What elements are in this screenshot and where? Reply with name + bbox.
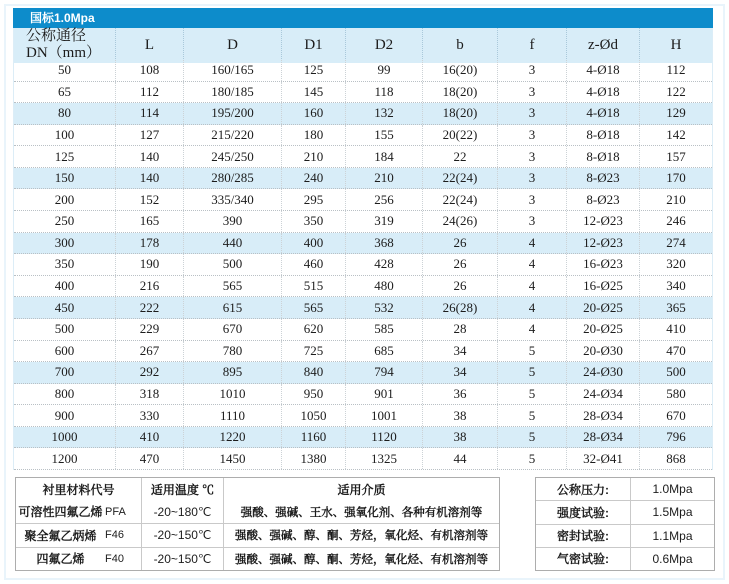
table-cell: 20-Ø25: [566, 319, 639, 340]
table-cell: 8-Ø18: [566, 146, 639, 167]
table-cell: 274: [639, 233, 712, 254]
table-cell: 157: [639, 146, 712, 167]
table-cell: 210: [281, 146, 345, 167]
table-row: [14, 341, 712, 363]
table-cell: 195/200: [183, 103, 281, 124]
table-cell: 585: [345, 319, 422, 340]
table-cell: 532: [345, 297, 422, 318]
material-name-cell: [16, 501, 141, 524]
pressure-test-row: [536, 500, 714, 523]
table-cell: 300: [54, 234, 75, 250]
table-cell: 840: [281, 362, 345, 383]
table-cell: 184: [345, 146, 422, 167]
table-cell: 3: [497, 103, 566, 124]
table-cell: 4-Ø18: [566, 60, 639, 81]
table-cell: 780: [183, 341, 281, 362]
table-cell: 24-Ø30: [566, 362, 639, 383]
table-cell: 20(22): [422, 125, 497, 146]
table-cell: 580: [639, 384, 712, 405]
table-cell: 140: [115, 168, 183, 189]
column-header: H: [639, 28, 712, 63]
table-cell: 670: [639, 405, 712, 426]
material-code: F46: [105, 529, 124, 542]
table-row: [14, 362, 712, 384]
table-cell: 280/285: [183, 168, 281, 189]
table-cell: 28-Ø34: [566, 405, 639, 426]
table-cell: 340: [639, 276, 712, 297]
table-cell: 150: [54, 170, 75, 186]
table-cell: 26(28): [422, 297, 497, 318]
pressure-test-table: [535, 477, 715, 571]
table-cell: 200: [54, 191, 75, 207]
table-row: [14, 319, 712, 341]
table-cell: 165: [115, 211, 183, 232]
table-row: [14, 276, 712, 298]
table-cell: 565: [183, 276, 281, 297]
material-name: 四氟乙烯: [36, 552, 85, 567]
table-cell: 20-Ø25: [566, 297, 639, 318]
table-cell: 600: [54, 342, 75, 358]
table-row: [14, 297, 712, 319]
table-cell: 1001: [345, 405, 422, 426]
table-cell: 160: [281, 103, 345, 124]
table-cell: 118: [345, 82, 422, 103]
table-cell: 80: [58, 105, 71, 121]
table-cell: 26: [422, 276, 497, 297]
table-cell: 4: [497, 233, 566, 254]
table-cell: 18(20): [422, 103, 497, 124]
table-cell: 368: [345, 233, 422, 254]
table-cell: 3: [497, 146, 566, 167]
material-name-cell: [16, 548, 141, 571]
table-cell: 800: [54, 385, 75, 401]
table-cell: 246: [639, 211, 712, 232]
table-cell: 794: [345, 362, 422, 383]
table-cell: 3: [497, 82, 566, 103]
table-cell: 900: [54, 407, 75, 423]
table-cell: 410: [639, 319, 712, 340]
table-cell: 500: [183, 254, 281, 275]
table-cell: 400: [281, 233, 345, 254]
table-cell: 215/220: [183, 125, 281, 146]
table-cell: 901: [345, 384, 422, 405]
table-cell: 28: [422, 319, 497, 340]
table-cell: 229: [115, 319, 183, 340]
pressure-test-value: 1.0Mpa: [630, 478, 714, 500]
table-row: [14, 189, 712, 211]
table-cell: 145: [281, 82, 345, 103]
table-cell: 4-Ø18: [566, 82, 639, 103]
table-cell: 1380: [281, 448, 345, 469]
temperature-range-cell: -20~180℃: [141, 501, 223, 524]
table-cell: 112: [639, 60, 712, 81]
table-cell: 16-Ø23: [566, 254, 639, 275]
material-row: [16, 501, 499, 524]
table-cell: 5: [497, 384, 566, 405]
temperature-range-cell: -20~150℃: [141, 548, 223, 571]
table-cell: 796: [639, 427, 712, 448]
pressure-test-row: [536, 524, 714, 547]
table-cell: 18(20): [422, 82, 497, 103]
table-cell: 36: [422, 384, 497, 405]
table-cell: 26: [422, 233, 497, 254]
table-cell: 142: [639, 125, 712, 146]
banner-label: 国标1.0Mpa: [30, 11, 95, 25]
dn-header-line1: 公称通径: [26, 28, 87, 44]
table-cell: 16-Ø25: [566, 276, 639, 297]
table-cell: 1450: [183, 448, 281, 469]
table-cell: 22(24): [422, 168, 497, 189]
table-cell: 5: [497, 448, 566, 469]
table-cell: 240: [281, 168, 345, 189]
table-cell: 178: [115, 233, 183, 254]
table-cell: 108: [115, 60, 183, 81]
table-cell: 267: [115, 341, 183, 362]
table-cell: 5: [497, 341, 566, 362]
material-row: [16, 523, 499, 547]
table-cell: 515: [281, 276, 345, 297]
table-cell: 32-Ø41: [566, 448, 639, 469]
table-cell: 180/185: [183, 82, 281, 103]
table-cell: 16(20): [422, 60, 497, 81]
table-cell: 190: [115, 254, 183, 275]
table-cell: 500: [54, 321, 75, 337]
dimension-table-header-row: [14, 28, 712, 60]
dn-header-line2: DN（mm）: [26, 45, 102, 62]
pressure-test-row: [536, 478, 714, 500]
table-cell: 330: [115, 405, 183, 426]
table-row: [14, 168, 712, 190]
column-header: D: [183, 28, 281, 63]
table-cell: 620: [281, 319, 345, 340]
column-header: L: [115, 28, 183, 63]
table-cell: 895: [183, 362, 281, 383]
table-cell: 129: [639, 103, 712, 124]
table-cell: 1325: [345, 448, 422, 469]
pressure-test-label: 密封试验:: [557, 529, 609, 544]
table-row: [14, 427, 712, 449]
table-cell: 50: [58, 62, 71, 78]
column-header: f: [497, 28, 566, 63]
table-cell: 725: [281, 341, 345, 362]
pressure-test-row: [536, 547, 714, 570]
table-row: [14, 146, 712, 168]
table-cell: 320: [639, 254, 712, 275]
table-cell: 155: [345, 125, 422, 146]
pressure-test-label: 公称压力:: [557, 482, 609, 497]
table-cell: 12-Ø23: [566, 211, 639, 232]
table-cell: 335/340: [183, 189, 281, 210]
table-cell: 295: [281, 189, 345, 210]
table-cell: 3: [497, 189, 566, 210]
table-cell: 670: [183, 319, 281, 340]
table-cell: 3: [497, 60, 566, 81]
table-cell: 5: [497, 362, 566, 383]
table-cell: 350: [54, 256, 75, 272]
column-header: D1: [281, 28, 345, 63]
column-header-material-code: 衬里材料代号: [42, 482, 115, 497]
column-header: D2: [345, 28, 422, 63]
table-cell: 8-Ø18: [566, 125, 639, 146]
table-cell: 24-Ø34: [566, 384, 639, 405]
material-name: 可溶性四氟乙烯: [18, 505, 103, 520]
table-cell: 4: [497, 276, 566, 297]
table-cell: 480: [345, 276, 422, 297]
table-cell: 34: [422, 362, 497, 383]
table-row: [14, 233, 712, 255]
table-cell: 250: [54, 213, 75, 229]
table-cell: 245/250: [183, 146, 281, 167]
table-row: [14, 384, 712, 406]
column-header-dn: [14, 28, 115, 63]
column-header-temperature: 适用温度 ℃: [141, 478, 223, 501]
standard-pressure-banner: [13, 8, 713, 28]
table-cell: 34: [422, 341, 497, 362]
table-cell: 12-Ø23: [566, 233, 639, 254]
table-cell: 122: [639, 82, 712, 103]
material-code: PFA: [105, 505, 126, 518]
table-cell: 38: [422, 427, 497, 448]
table-cell: 4: [497, 254, 566, 275]
table-cell: 22: [422, 146, 497, 167]
dimension-table: [13, 28, 713, 470]
table-cell: 112: [115, 82, 183, 103]
table-cell: 28-Ø34: [566, 427, 639, 448]
table-cell: 500: [639, 362, 712, 383]
table-row: [14, 211, 712, 233]
table-row: [14, 103, 712, 125]
table-cell: 4-Ø18: [566, 103, 639, 124]
table-cell: 26: [422, 254, 497, 275]
table-cell: 1110: [183, 405, 281, 426]
table-cell: 210: [639, 189, 712, 210]
table-cell: 615: [183, 297, 281, 318]
table-row: [14, 82, 712, 104]
table-cell: 152: [115, 189, 183, 210]
table-cell: 565: [281, 297, 345, 318]
table-cell: 685: [345, 341, 422, 362]
table-cell: 99: [345, 60, 422, 81]
table-cell: 65: [58, 83, 71, 99]
table-cell: 1050: [281, 405, 345, 426]
table-cell: 100: [54, 127, 75, 143]
table-row: [14, 254, 712, 276]
table-row: [14, 448, 712, 470]
column-header-media: 适用介质: [223, 478, 499, 501]
table-row: [14, 60, 712, 82]
table-cell: 365: [639, 297, 712, 318]
applicable-media-cell: 强酸、强碱、醇、酮、芳烃，氧化烃、有机溶剂等: [223, 548, 499, 571]
table-cell: 180: [281, 125, 345, 146]
table-cell: 140: [115, 146, 183, 167]
table-cell: 44: [422, 448, 497, 469]
table-cell: 3: [497, 211, 566, 232]
table-cell: 319: [345, 211, 422, 232]
table-cell: 950: [281, 384, 345, 405]
table-cell: 410: [115, 427, 183, 448]
table-cell: 210: [345, 168, 422, 189]
table-cell: 127: [115, 125, 183, 146]
table-cell: 1120: [345, 427, 422, 448]
table-cell: 8-Ø23: [566, 168, 639, 189]
table-cell: 20-Ø30: [566, 341, 639, 362]
table-cell: 868: [639, 448, 712, 469]
table-cell: 4: [497, 297, 566, 318]
material-row: [16, 547, 499, 571]
temperature-range-cell: -20~150℃: [141, 524, 223, 547]
table-cell: 318: [115, 384, 183, 405]
applicable-media-cell: 强酸、强碱、醇、酮、芳烃，氧化烃、有机溶剂等: [223, 524, 499, 547]
column-header: z-Ød: [566, 28, 639, 63]
table-cell: 216: [115, 276, 183, 297]
dimension-table-body: [14, 60, 712, 470]
table-cell: 1200: [51, 450, 78, 466]
table-cell: 22(24): [422, 189, 497, 210]
table-cell: 256: [345, 189, 422, 210]
material-name: 聚全氟乙炳烯: [24, 528, 97, 543]
table-cell: 440: [183, 233, 281, 254]
table-cell: 1160: [281, 427, 345, 448]
table-cell: 38: [422, 405, 497, 426]
table-cell: 114: [115, 103, 183, 124]
pressure-test-value: 0.6Mpa: [630, 548, 714, 570]
table-cell: 700: [54, 364, 75, 380]
table-cell: 390: [183, 211, 281, 232]
table-cell: 170: [639, 168, 712, 189]
table-cell: 24(26): [422, 211, 497, 232]
table-cell: 4: [497, 319, 566, 340]
lining-material-table: [15, 477, 500, 571]
applicable-media-cell: 强酸、强碱、王水、强氧化剂、各种有机溶剂等: [223, 501, 499, 524]
table-cell: 350: [281, 211, 345, 232]
table-cell: 292: [115, 362, 183, 383]
table-row: [14, 125, 712, 147]
material-name-cell: [16, 524, 141, 547]
table-cell: 470: [639, 341, 712, 362]
table-cell: 5: [497, 427, 566, 448]
material-table-header-row: [16, 478, 499, 501]
pressure-test-label: 气密试验:: [557, 552, 609, 567]
table-cell: 450: [54, 299, 75, 315]
table-cell: 470: [115, 448, 183, 469]
column-header: b: [422, 28, 497, 63]
table-cell: 125: [281, 60, 345, 81]
table-cell: 460: [281, 254, 345, 275]
table-cell: 160/165: [183, 60, 281, 81]
table-cell: 400: [54, 278, 75, 294]
table-cell: 5: [497, 405, 566, 426]
pressure-test-value: 1.5Mpa: [630, 501, 714, 523]
table-cell: 132: [345, 103, 422, 124]
table-cell: 222: [115, 297, 183, 318]
table-cell: 1010: [183, 384, 281, 405]
table-cell: 1220: [183, 427, 281, 448]
pressure-test-label: 强度试验:: [557, 505, 609, 520]
table-cell: 3: [497, 125, 566, 146]
table-row: [14, 405, 712, 427]
table-cell: 428: [345, 254, 422, 275]
table-cell: 125: [54, 148, 75, 164]
table-cell: 3: [497, 168, 566, 189]
material-code: F40: [105, 552, 124, 565]
table-cell: 8-Ø23: [566, 189, 639, 210]
table-cell: 1000: [51, 429, 78, 445]
pressure-test-value: 1.1Mpa: [630, 525, 714, 547]
